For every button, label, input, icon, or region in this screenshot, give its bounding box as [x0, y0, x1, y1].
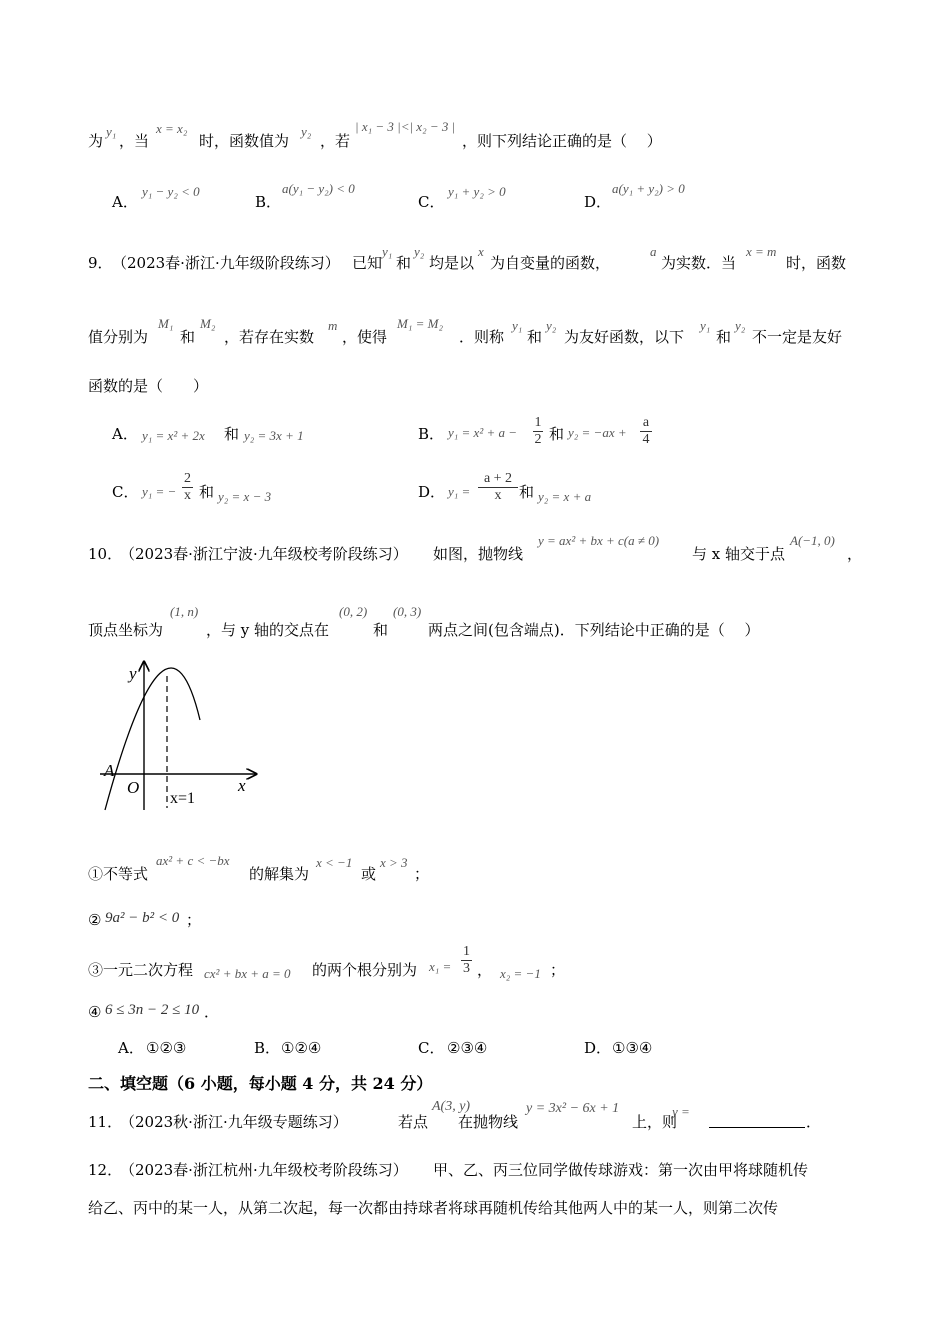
q9-l2-h: 和	[716, 328, 732, 346]
x-axis-label: x	[238, 776, 246, 795]
q9-option-c-and: 和	[199, 483, 215, 501]
q9-option-d-and: 和	[519, 483, 535, 501]
origin-label: O	[127, 778, 140, 797]
q10-s3-b: 的两个根分别为	[312, 961, 418, 979]
q9-option-d-expr1: y₁ =	[448, 484, 471, 499]
q10-s1-b: 的解集为	[249, 865, 310, 883]
q11-point: A(3, y)	[432, 1099, 471, 1114]
q11-a: 若点	[398, 1113, 429, 1131]
q9-option-b-frac2-num: a	[642, 415, 650, 430]
q10-option-d-text: ①③④	[612, 1039, 653, 1057]
q10-s4-a: ④	[88, 1003, 102, 1021]
q10-s1-x-lt: x < −1	[316, 855, 353, 870]
q9-option-a-expr1: y₁ = x² + 2x	[142, 428, 205, 443]
q9-l1-f: 时，函数	[786, 254, 847, 272]
section-heading: 二、填空题（6 小题，每小题 4 分，共 24 分）	[88, 1074, 433, 1093]
q9-l2-M1: M₁	[158, 316, 174, 331]
q10-l1-pointA: A(−1, 0)	[790, 533, 835, 548]
q10-s1-a: ①不等式	[88, 865, 149, 883]
q9-l1-y1: y₁	[382, 244, 393, 259]
q9-option-c-frac	[182, 471, 193, 504]
q10-s1-x-gt: x > 3	[380, 855, 408, 870]
q9-l2-f: 和	[527, 328, 543, 346]
q9-option-d-expr2: y₂ = x + a	[538, 489, 592, 504]
q9-option-b-frac2-den: 4	[640, 431, 652, 448]
q8-option-a-label: A．	[112, 193, 138, 211]
q10-s3-frac	[461, 944, 472, 977]
q10-l2-b: ，与 y 轴的交点在	[206, 621, 330, 639]
q9-option-b-frac2	[640, 415, 652, 448]
q9-option-c-frac-num: 2	[184, 471, 191, 486]
q10-source: （2023春·浙江宁波·九年级校考阶段练习）	[120, 545, 408, 563]
q9-option-c-frac-den: x	[184, 488, 191, 503]
q8-text-5: ，则下列结论正确的是（ ）	[462, 132, 662, 150]
q9-l1-a-var: a	[650, 244, 657, 259]
q11-parabola: y = 3x² − 6x + 1	[526, 1101, 620, 1116]
q8-text-4: ，若	[320, 132, 351, 150]
q9-l2-y2b: y₂	[735, 318, 746, 333]
q10-s3-x1: x₁ =	[429, 959, 452, 974]
q11-source: （2023秋·浙江·九年级专题练习）	[120, 1113, 348, 1131]
q10-option-c-label: C．	[418, 1039, 445, 1057]
q9-option-d-label: D．	[418, 483, 446, 501]
q10-s3-c: ，	[477, 961, 493, 979]
q11-number: 11．	[88, 1113, 123, 1131]
q9-l2-g: 为友好函数，以下	[564, 328, 685, 346]
q8-option-a-expr: y₁ − y₂ < 0	[142, 184, 200, 199]
q11-y-eq: y =	[672, 1104, 690, 1119]
q10-s3-frac-num: 1	[463, 944, 470, 959]
q12-line-2: 给乙、丙中的某一人，从第二次起，每一次都由持球者将球再随机传给其他两人中的某一人，则第二次传	[88, 1199, 779, 1217]
q10-s2-a: ②	[88, 911, 102, 929]
q9-option-d-frac-den: x	[478, 487, 518, 504]
q8-option-d-expr: a(y₁ + y₂) > 0	[612, 181, 685, 196]
q10-s3-d: ；	[550, 961, 566, 979]
q9-source: （2023春·浙江·九年级阶段练习）	[112, 254, 340, 272]
q9-option-b-and: 和	[549, 425, 565, 443]
q9-l2-a: 值分别为	[88, 328, 149, 346]
q10-s3-equation: cx² + bx + a = 0	[204, 966, 291, 981]
q9-option-b-expr1: y₁ = x² + a −	[448, 425, 518, 440]
q10-s1-expr: ax² + c < −bx	[156, 853, 230, 868]
symmetry-axis-label: x=1	[170, 790, 196, 807]
q11-b: 在抛物线	[458, 1113, 519, 1131]
q9-l2-i: 不一定是友好	[752, 328, 843, 346]
q9-l1-e: 为实数．当	[661, 254, 737, 272]
q10-option-a-text: ①②③	[146, 1039, 187, 1057]
q11-c: 上，则	[632, 1113, 678, 1131]
q9-option-d-frac	[478, 471, 518, 504]
q10-l1-parabola: y = ax² + bx + c(a ≠ 0)	[538, 533, 660, 548]
q10-s2-expr: 9a² − b² < 0	[105, 910, 180, 926]
q10-option-c-text: ②③④	[447, 1039, 488, 1057]
q9-l3: 函数的是（ ）	[88, 377, 209, 395]
q9-option-a-and: 和	[224, 425, 240, 443]
q8-option-b-expr: a(y₁ − y₂) < 0	[282, 181, 355, 196]
q9-option-d-frac-num: a + 2	[483, 471, 513, 486]
q10-s3-x2: x₂ = −1	[500, 966, 541, 981]
q9-option-a-expr2: y₂ = 3x + 1	[244, 428, 304, 443]
q9-l2-y1: y₁	[512, 318, 523, 333]
q10-l2-p2: (0, 3)	[393, 604, 422, 619]
q9-l1-d: 为自变量的函数，	[490, 254, 611, 272]
q10-option-b-label: B．	[254, 1039, 281, 1057]
q9-l2-e: ．则称	[459, 328, 505, 346]
q10-s3-frac-den: 3	[463, 961, 470, 976]
q8-expr-y1: y₁	[106, 124, 117, 139]
q12-line-1: 甲、乙、丙三位同学做传球游戏：第一次由甲将球随机传	[433, 1161, 809, 1179]
q10-s2-b: ；	[186, 911, 202, 929]
q9-l2-d: ，使得	[342, 328, 388, 346]
q10-parabola-figure	[96, 656, 266, 814]
q10-s4-b: ．	[204, 1003, 220, 1021]
q9-number: 9．	[88, 254, 113, 272]
q10-l2-p1: (0, 2)	[339, 604, 368, 619]
q9-l2-y2: y₂	[546, 318, 557, 333]
q8-option-c-expr: y₁ + y₂ > 0	[448, 184, 506, 199]
q10-s1-d: ；	[414, 865, 430, 883]
q9-option-b-label: B．	[418, 425, 445, 443]
q10-option-a-label: A．	[118, 1039, 144, 1057]
q10-l1-a: 如图，抛物线	[433, 545, 524, 563]
q9-option-b-frac1-den: 2	[534, 432, 542, 447]
q9-l1-c: 均是以	[429, 254, 475, 272]
q9-option-c-expr1: y₁ = −	[142, 484, 177, 499]
q11-d: ．	[806, 1113, 822, 1131]
q10-option-d-label: D．	[584, 1039, 612, 1057]
q10-l2-c: 和	[373, 621, 389, 639]
q8-option-d-label: D．	[584, 193, 612, 211]
q10-l2-a: 顶点坐标为	[88, 621, 164, 639]
q10-s4-expr: 6 ≤ 3n − 2 ≤ 10	[105, 1002, 200, 1018]
q8-expr-y2: y₂	[301, 124, 312, 139]
q12-number: 12．	[88, 1161, 123, 1179]
q9-l1-x-eq-m: x = m	[746, 244, 777, 259]
q10-l1-c: ，	[847, 545, 863, 563]
q8-expr-x-eq-x2: x = x₂	[156, 121, 188, 136]
y-axis-label: y	[129, 664, 137, 683]
q9-l1-a: 已知	[352, 254, 383, 272]
q10-number: 10．	[88, 545, 123, 563]
q10-l1-b: 与 x 轴交于点	[692, 545, 785, 563]
q10-option-b-text: ①②④	[281, 1039, 322, 1057]
q10-l2-d: 两点之间(包含端点)．下列结论中正确的是（ ）	[428, 621, 760, 639]
q9-l2-M1-eq-M2: M₁ = M₂	[397, 316, 443, 331]
point-a-label: A	[104, 761, 115, 780]
q9-l1-y2: y₂	[414, 244, 425, 259]
q9-l2-m: m	[328, 318, 338, 333]
q9-l2-y1b: y₁	[700, 318, 711, 333]
q9-option-c-label: C．	[112, 483, 139, 501]
q9-option-b-frac1-num: 1	[534, 415, 542, 430]
q10-l2-vertex: (1, n)	[170, 604, 199, 619]
q10-s1-c: 或	[361, 865, 377, 883]
q9-option-b-frac1	[533, 415, 543, 448]
q9-l1-b: 和	[396, 254, 412, 272]
q8-expr-abs-ineq: | x₁ − 3 |<| x₂ − 3 |	[355, 119, 456, 134]
q9-option-b-expr2: y₂ = −ax +	[568, 425, 627, 440]
q8-text-3: 时，函数值为	[199, 132, 290, 150]
q9-l2-b: 和	[180, 328, 196, 346]
q9-l1-x: x	[478, 244, 484, 259]
q9-option-a-label: A．	[112, 425, 138, 443]
q11-answer-blank[interactable]	[709, 1127, 805, 1128]
q8-option-b-label: B．	[255, 193, 282, 211]
q9-option-c-expr2: y₂ = x − 3	[218, 489, 272, 504]
q8-text-1: 为	[88, 132, 104, 150]
q8-text-2: ，当	[119, 132, 150, 150]
q10-s3-a: ③一元二次方程	[88, 961, 194, 979]
q8-option-c-label: C．	[418, 193, 445, 211]
q9-l2-c: ，若存在实数	[224, 328, 315, 346]
q9-l2-M2: M₂	[200, 316, 216, 331]
q12-source: （2023春·浙江杭州·九年级校考阶段练习）	[120, 1161, 408, 1179]
parabola-curve	[105, 668, 200, 810]
